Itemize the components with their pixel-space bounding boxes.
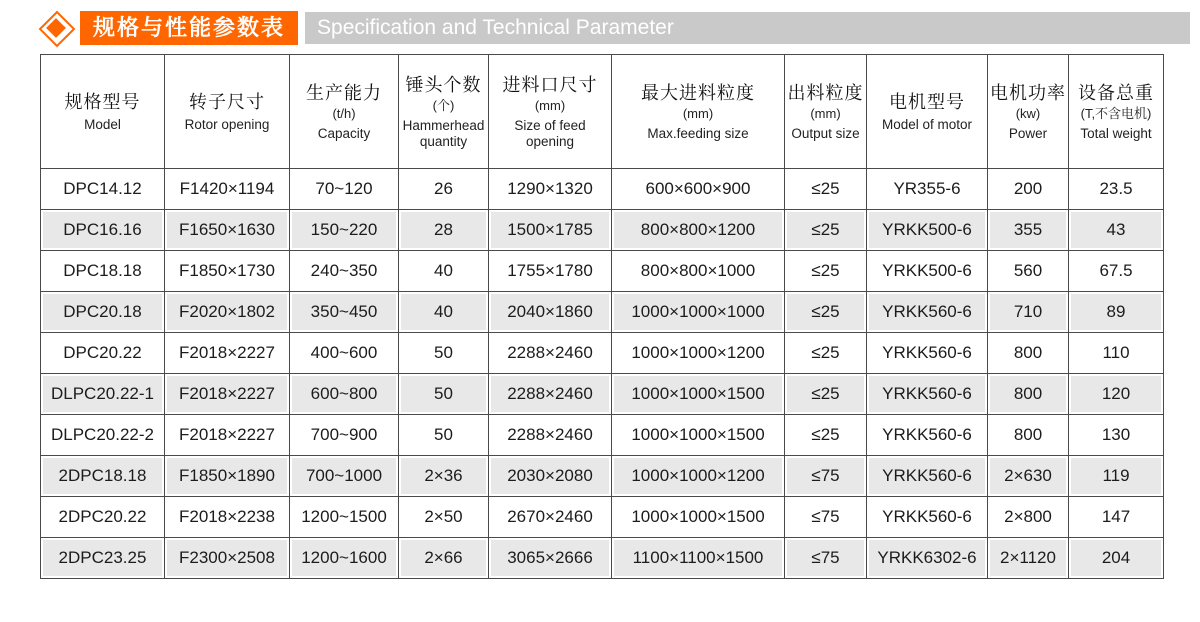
cell-r5-c2: 600~800 bbox=[290, 374, 399, 415]
cell-r0-c1: F1420×1194 bbox=[165, 169, 290, 210]
column-header-unit: (mm) bbox=[810, 105, 841, 121]
cell-r2-c0: DPC18.18 bbox=[41, 251, 165, 292]
table-row-2DPC20.22 bbox=[41, 497, 1164, 538]
cell-r0-c3: 26 bbox=[399, 169, 489, 210]
cell-r8-c3: 2×50 bbox=[399, 497, 489, 538]
cell-r4-c2: 400~600 bbox=[290, 333, 399, 374]
cell-r9-c6: ≤75 bbox=[785, 538, 867, 579]
cell-r7-c1: F1850×1890 bbox=[165, 456, 290, 497]
cell-r5-c9: 120 bbox=[1069, 374, 1164, 415]
column-header-cn: 生产能力 bbox=[306, 83, 382, 104]
cell-r2-c1: F1850×1730 bbox=[165, 251, 290, 292]
column-header-en: Size of feed opening bbox=[514, 117, 586, 149]
cell-r1-c2: 150~220 bbox=[290, 210, 399, 251]
cell-r3-c5: 1000×1000×1000 bbox=[612, 292, 785, 333]
column-header-3 bbox=[399, 55, 489, 169]
cell-r4-c8: 800 bbox=[988, 333, 1069, 374]
table-row-2DPC23.25 bbox=[41, 538, 1164, 579]
cell-r6-c1: F2018×2227 bbox=[165, 415, 290, 456]
table-row-2DPC18.18 bbox=[41, 456, 1164, 497]
column-header-cn: 出料粒度 bbox=[787, 83, 864, 104]
cell-r4-c0: DPC20.22 bbox=[41, 333, 165, 374]
cell-r9-c4: 3065×2666 bbox=[489, 538, 612, 579]
cell-r0-c0: DPC14.12 bbox=[41, 169, 165, 210]
column-header-9 bbox=[1069, 55, 1164, 169]
column-header-en: Max.feeding size bbox=[647, 125, 749, 141]
cell-r6-c4: 2288×2460 bbox=[489, 415, 612, 456]
column-header-cn: 进料口尺寸 bbox=[502, 75, 598, 96]
table-header bbox=[41, 55, 1164, 169]
cell-r1-c9: 43 bbox=[1069, 210, 1164, 251]
cell-r7-c5: 1000×1000×1200 bbox=[612, 456, 785, 497]
cell-r3-c6: ≤25 bbox=[785, 292, 867, 333]
cell-r8-c0: 2DPC20.22 bbox=[41, 497, 165, 538]
cell-r7-c3: 2×36 bbox=[399, 456, 489, 497]
cell-r1-c3: 28 bbox=[399, 210, 489, 251]
cell-r6-c0: DLPC20.22-2 bbox=[41, 415, 165, 456]
cell-r9-c2: 1200~1600 bbox=[290, 538, 399, 579]
cell-r4-c7: YRKK560-6 bbox=[867, 333, 988, 374]
cell-r2-c6: ≤25 bbox=[785, 251, 867, 292]
cell-r8-c1: F2018×2238 bbox=[165, 497, 290, 538]
cell-r4-c9: 110 bbox=[1069, 333, 1164, 374]
cell-r8-c8: 2×800 bbox=[988, 497, 1069, 538]
table-row-DPC18.18 bbox=[41, 251, 1164, 292]
cell-r5-c8: 800 bbox=[988, 374, 1069, 415]
cell-r0-c4: 1290×1320 bbox=[489, 169, 612, 210]
banner-title-chinese: 规格与性能参数表 bbox=[80, 11, 298, 45]
cell-r3-c2: 350~450 bbox=[290, 292, 399, 333]
cell-r9-c3: 2×66 bbox=[399, 538, 489, 579]
column-header-unit: (mm) bbox=[534, 97, 566, 113]
table-row-DPC20.18 bbox=[41, 292, 1164, 333]
cell-r6-c5: 1000×1000×1500 bbox=[612, 415, 785, 456]
cell-r4-c4: 2288×2460 bbox=[489, 333, 612, 374]
cell-r2-c3: 40 bbox=[399, 251, 489, 292]
column-header-8 bbox=[988, 55, 1069, 169]
cell-r8-c4: 2670×2460 bbox=[489, 497, 612, 538]
cell-r3-c4: 2040×1860 bbox=[489, 292, 612, 333]
column-header-cn: 转子尺寸 bbox=[189, 91, 265, 112]
cell-r6-c9: 130 bbox=[1069, 415, 1164, 456]
cell-r8-c2: 1200~1500 bbox=[290, 497, 399, 538]
column-header-cn: 锤头个数 bbox=[405, 75, 482, 96]
column-header-6 bbox=[785, 55, 867, 169]
column-header-unit: (t/h) bbox=[332, 105, 356, 121]
cell-r6-c8: 800 bbox=[988, 415, 1069, 456]
cell-r8-c9: 147 bbox=[1069, 497, 1164, 538]
cell-r2-c9: 67.5 bbox=[1069, 251, 1164, 292]
table-body bbox=[41, 169, 1164, 579]
cell-r1-c7: YRKK500-6 bbox=[867, 210, 988, 251]
cell-r7-c2: 700~1000 bbox=[290, 456, 399, 497]
column-header-en: Rotor opening bbox=[184, 117, 270, 133]
column-header-unit: (T,不含电机) bbox=[1080, 105, 1152, 121]
column-header-unit: (个) bbox=[432, 97, 455, 113]
cell-r0-c6: ≤25 bbox=[785, 169, 867, 210]
cell-r9-c8: 2×1120 bbox=[988, 538, 1069, 579]
cell-r6-c2: 700~900 bbox=[290, 415, 399, 456]
cell-r1-c0: DPC16.16 bbox=[41, 210, 165, 251]
column-header-en: Total weight bbox=[1080, 125, 1152, 141]
cell-r5-c5: 1000×1000×1500 bbox=[612, 374, 785, 415]
cell-r4-c3: 50 bbox=[399, 333, 489, 374]
cell-r9-c9: 204 bbox=[1069, 538, 1164, 579]
cell-r0-c2: 70~120 bbox=[290, 169, 399, 210]
cell-r7-c0: 2DPC18.18 bbox=[41, 456, 165, 497]
table-row-DLPC20.22-1 bbox=[41, 374, 1164, 415]
banner-title-english: Specification and Technical Parameter bbox=[305, 12, 1190, 44]
cell-r8-c6: ≤75 bbox=[785, 497, 867, 538]
cell-r0-c5: 600×600×900 bbox=[612, 169, 785, 210]
column-header-cn: 最大进料粒度 bbox=[641, 83, 755, 104]
column-header-7 bbox=[867, 55, 988, 169]
cell-r3-c1: F2020×1802 bbox=[165, 292, 290, 333]
column-header-en: Model of motor bbox=[881, 117, 973, 133]
cell-r8-c7: YRKK560-6 bbox=[867, 497, 988, 538]
cell-r5-c0: DLPC20.22-1 bbox=[41, 374, 165, 415]
cell-r0-c7: YR355-6 bbox=[867, 169, 988, 210]
column-header-unit: (mm) bbox=[682, 105, 714, 121]
cell-r2-c4: 1755×1780 bbox=[489, 251, 612, 292]
cell-r6-c7: YRKK560-6 bbox=[867, 415, 988, 456]
cell-r1-c4: 1500×1785 bbox=[489, 210, 612, 251]
cell-r9-c5: 1100×1100×1500 bbox=[612, 538, 785, 579]
column-header-en: Capacity bbox=[317, 125, 371, 141]
cell-r7-c6: ≤75 bbox=[785, 456, 867, 497]
column-header-cn: 电机功率 bbox=[990, 83, 1066, 104]
cell-r7-c8: 2×630 bbox=[988, 456, 1069, 497]
cell-r1-c6: ≤25 bbox=[785, 210, 867, 251]
table-row-DPC20.22 bbox=[41, 333, 1164, 374]
cell-r3-c9: 89 bbox=[1069, 292, 1164, 333]
table-row-DPC16.16 bbox=[41, 210, 1164, 251]
column-header-en: Output size bbox=[791, 125, 860, 141]
table-header-row bbox=[41, 55, 1164, 169]
cell-r9-c1: F2300×2508 bbox=[165, 538, 290, 579]
cell-r7-c9: 119 bbox=[1069, 456, 1164, 497]
cell-r2-c2: 240~350 bbox=[290, 251, 399, 292]
cell-r9-c7: YRKK6302-6 bbox=[867, 538, 988, 579]
cell-r0-c8: 200 bbox=[988, 169, 1069, 210]
cell-r1-c5: 800×800×1200 bbox=[612, 210, 785, 251]
cell-r2-c8: 560 bbox=[988, 251, 1069, 292]
cell-r1-c1: F1650×1630 bbox=[165, 210, 290, 251]
column-header-unit: (kw) bbox=[1015, 105, 1041, 121]
cell-r0-c9: 23.5 bbox=[1069, 169, 1164, 210]
cell-r4-c1: F2018×2227 bbox=[165, 333, 290, 374]
cell-r8-c5: 1000×1000×1500 bbox=[612, 497, 785, 538]
cell-r2-c7: YRKK500-6 bbox=[867, 251, 988, 292]
table-row-DPC14.12 bbox=[41, 169, 1164, 210]
cell-r1-c8: 355 bbox=[988, 210, 1069, 251]
cell-r2-c5: 800×800×1000 bbox=[612, 251, 785, 292]
cell-r5-c6: ≤25 bbox=[785, 374, 867, 415]
column-header-cn: 规格型号 bbox=[64, 91, 141, 112]
diamond-icon bbox=[38, 10, 74, 46]
cell-r6-c3: 50 bbox=[399, 415, 489, 456]
column-header-1 bbox=[165, 55, 290, 169]
specification-table bbox=[40, 54, 1164, 579]
cell-r7-c7: YRKK560-6 bbox=[867, 456, 988, 497]
column-header-cn: 设备总重 bbox=[1078, 83, 1154, 104]
cell-r7-c4: 2030×2080 bbox=[489, 456, 612, 497]
column-header-4 bbox=[489, 55, 612, 169]
column-header-en: Model bbox=[84, 117, 121, 133]
cell-r4-c5: 1000×1000×1200 bbox=[612, 333, 785, 374]
cell-r3-c3: 40 bbox=[399, 292, 489, 333]
column-header-0 bbox=[41, 55, 165, 169]
column-header-cn: 电机型号 bbox=[889, 91, 965, 112]
cell-r3-c0: DPC20.18 bbox=[41, 292, 165, 333]
table-row-DLPC20.22-2 bbox=[41, 415, 1164, 456]
column-header-5 bbox=[612, 55, 785, 169]
column-header-en: Hammerhead quantity bbox=[402, 117, 485, 149]
cell-r5-c3: 50 bbox=[399, 374, 489, 415]
cell-r3-c7: YRKK560-6 bbox=[867, 292, 988, 333]
cell-r6-c6: ≤25 bbox=[785, 415, 867, 456]
column-header-2 bbox=[290, 55, 399, 169]
cell-r5-c4: 2288×2460 bbox=[489, 374, 612, 415]
column-header-en: Power bbox=[1008, 125, 1048, 141]
cell-r4-c6: ≤25 bbox=[785, 333, 867, 374]
section-banner bbox=[38, 10, 1190, 46]
cell-r3-c8: 710 bbox=[988, 292, 1069, 333]
cell-r5-c7: YRKK560-6 bbox=[867, 374, 988, 415]
cell-r9-c0: 2DPC23.25 bbox=[41, 538, 165, 579]
cell-r5-c1: F2018×2227 bbox=[165, 374, 290, 415]
